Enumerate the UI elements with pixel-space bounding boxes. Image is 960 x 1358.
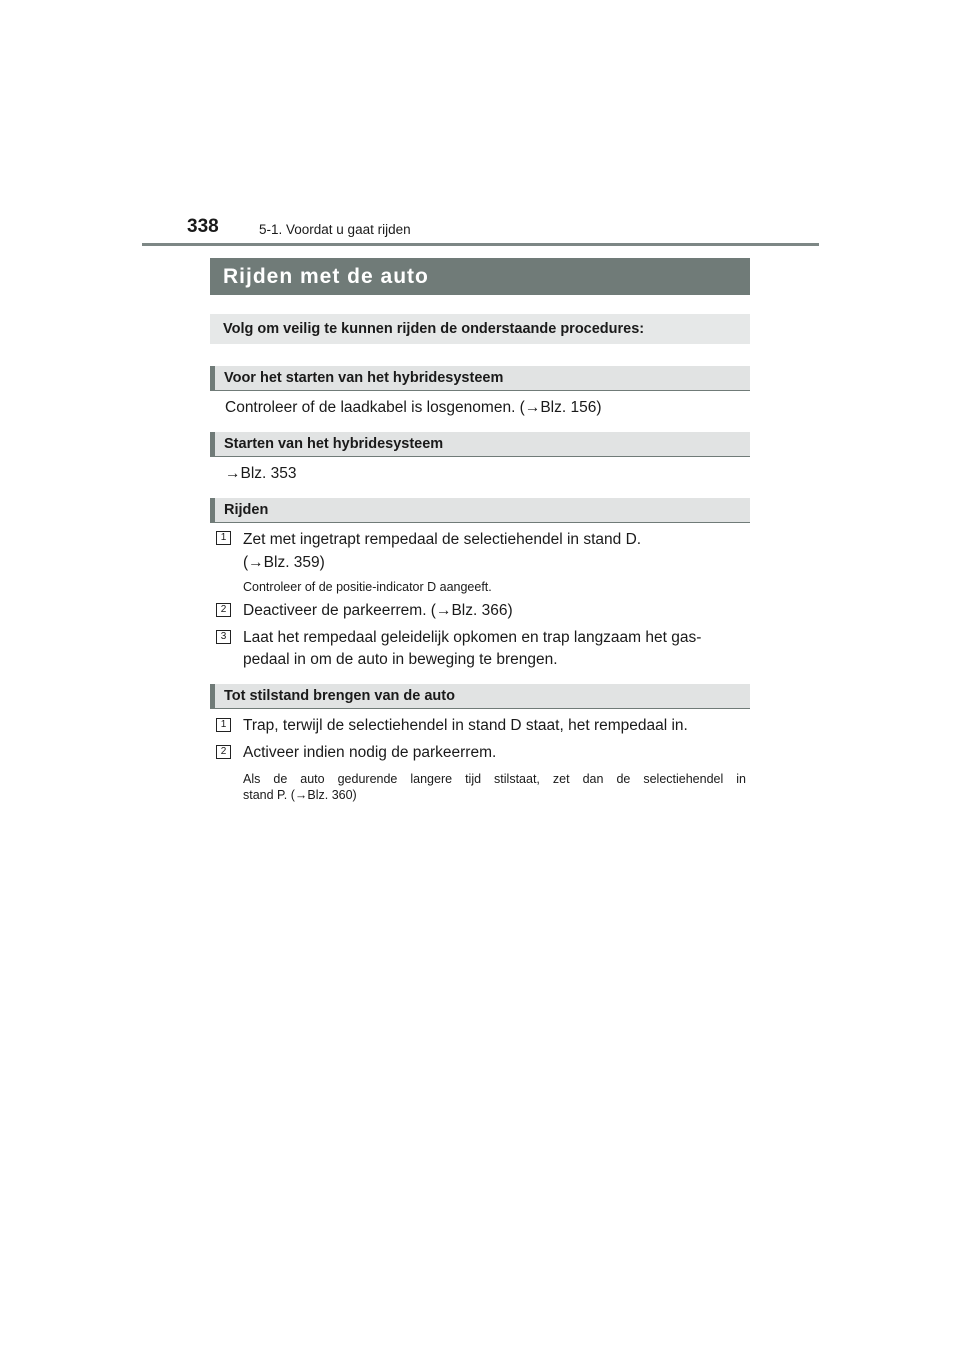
step-note-continued: stand P. (→Blz. 360)	[243, 788, 357, 802]
section-heading-before-start: Voor het starten van het hybridesysteem	[210, 366, 750, 391]
step-number-badge: 1	[216, 531, 231, 545]
step-text: Activeer indien nodig de parkeerrem.	[243, 744, 497, 761]
page-number: 338	[187, 216, 219, 237]
intro-box: Volg om veilig te kunnen rijden de onderstaande procedures:	[210, 314, 750, 344]
section-text-starting: →Blz. 353	[225, 465, 297, 482]
step-text: Zet met ingetrapt rempedaal de selectiehendel in stand D.	[243, 531, 642, 548]
section-heading-stopping: Tot stilstand brengen van de auto	[210, 684, 750, 709]
step-text: Laat het rempedaal geleidelijk opkomen en trap langzaam het gas-	[243, 629, 702, 646]
section-heading-driving: Rijden	[210, 498, 750, 523]
step-text-continued: pedaal in om de auto in beweging te brengen.	[243, 651, 558, 668]
step-note: Als de auto gedurende langere tijd stilstaat, zet dan de selectiehendel in	[243, 772, 746, 786]
step-number-badge: 3	[216, 630, 231, 644]
page-title: Rijden met de auto	[210, 258, 750, 295]
step-text-continued: (→Blz. 359)	[243, 554, 325, 571]
section-text-before-start: Controleer of de laadkabel is losgenomen. (→Blz. 156)	[225, 399, 602, 416]
header-divider	[142, 243, 819, 246]
step-text: Deactiveer de parkeerrem. (→Blz. 366)	[243, 602, 513, 619]
step-note: Controleer of de positie-indicator D aangeeft.	[243, 580, 492, 594]
section-breadcrumb: 5-1. Voordat u gaat rijden	[259, 222, 411, 237]
section-heading-starting: Starten van het hybridesysteem	[210, 432, 750, 457]
step-number-badge: 2	[216, 745, 231, 759]
step-text: Trap, terwijl de selectiehendel in stand D staat, het rempedaal in.	[243, 717, 688, 734]
step-number-badge: 2	[216, 603, 231, 617]
step-number-badge: 1	[216, 718, 231, 732]
